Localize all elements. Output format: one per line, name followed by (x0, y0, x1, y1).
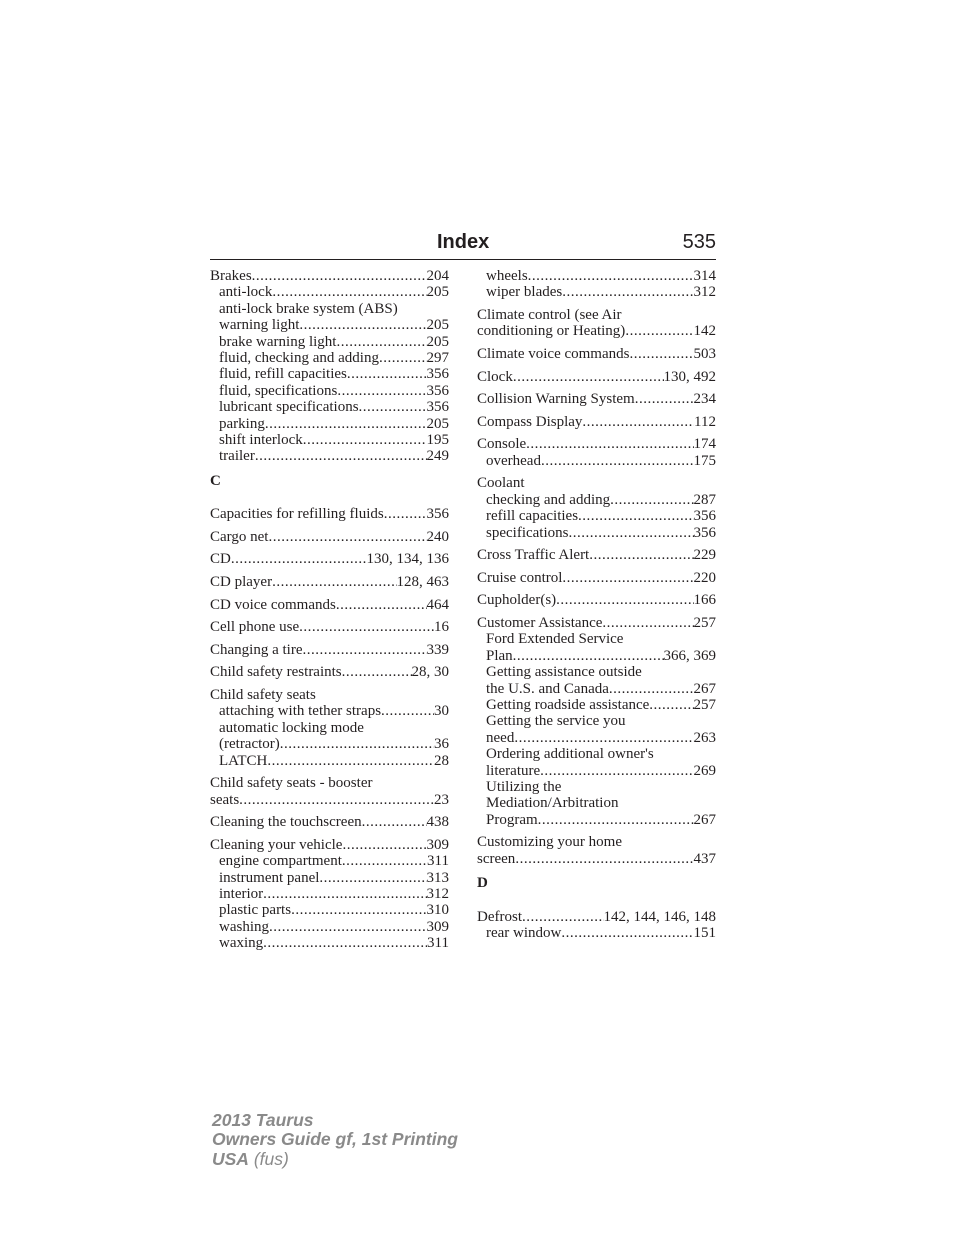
index-subentry-line (210, 448, 449, 464)
entry-page-ref: 356 (693, 508, 716, 525)
entry-term: overhead (486, 452, 541, 469)
entry-term: seats (210, 791, 240, 808)
entry-term: brake warning light (219, 333, 337, 350)
index-subentry-line (477, 453, 716, 469)
entry-page-ref: 240 (426, 528, 449, 545)
entry-term: Getting assistance outside (486, 664, 642, 681)
entry-page-ref: 356 (426, 366, 449, 383)
entry-page-ref: 464 (426, 596, 449, 613)
dot-leader (635, 391, 694, 407)
dot-leader (522, 909, 604, 925)
dot-leader (562, 570, 693, 586)
dot-leader (528, 268, 694, 284)
index-subentry-line (210, 284, 449, 300)
footer-region (212, 1150, 458, 1169)
index-subentry-line (210, 383, 449, 399)
dot-leader (291, 902, 426, 918)
index-entry-line (477, 547, 716, 563)
footer-region-main: USA (212, 1148, 249, 1169)
entry-page-ref: 269 (693, 762, 716, 779)
index-entry (477, 547, 716, 563)
entry-page-ref: 287 (693, 491, 716, 508)
entry-page-ref: 503 (693, 346, 716, 362)
index-entry-line (477, 369, 716, 385)
index-entry-line (477, 570, 716, 586)
dot-leader (342, 853, 427, 869)
entry-page-ref: 151 (693, 925, 716, 942)
index-entry-line (210, 268, 449, 284)
index-subentry-line (210, 366, 449, 382)
entry-page-ref: 297 (426, 350, 449, 367)
index-entry-line (210, 814, 449, 830)
entry-term: specifications (486, 524, 569, 541)
entry-term: attaching with tether straps (219, 703, 382, 720)
index-subentry-line (210, 853, 449, 869)
dot-leader (342, 837, 426, 853)
entry-term: Cross Traffic Alert (477, 547, 590, 564)
dot-leader (336, 597, 427, 613)
index-entry (210, 268, 449, 465)
dot-leader (263, 935, 427, 951)
index-subentry-line (210, 736, 449, 752)
dot-leader (272, 284, 426, 300)
dot-leader (379, 350, 427, 366)
index-entry (210, 619, 449, 635)
entry-term: CD player (210, 574, 273, 591)
entry-term: Cupholder(s) (477, 592, 557, 609)
entry-page-ref: 356 (426, 506, 449, 523)
index-entry-line (477, 475, 716, 491)
entry-term: need (486, 729, 515, 746)
index-entry (477, 346, 716, 362)
index-entry (477, 615, 716, 828)
index-subentry-line (477, 925, 716, 941)
index-entry (210, 664, 449, 680)
entry-term: Child safety seats - booster (210, 775, 373, 792)
index-subentry-line (210, 350, 449, 366)
dot-leader (269, 919, 427, 935)
dot-leader (381, 703, 434, 719)
entry-term: fluid, specifications (219, 382, 338, 399)
entry-term: automatic locking mode (219, 719, 364, 736)
entry-term: fluid, refill capacities (219, 366, 347, 383)
entry-term: Plan (486, 647, 513, 664)
entry-term: Capacities for refilling fluids (210, 506, 384, 523)
entry-term: warning light (219, 317, 300, 334)
entry-page-ref: 267 (693, 680, 716, 697)
entry-page-ref: 314 (693, 268, 716, 284)
entry-page-ref: 312 (426, 886, 449, 903)
entry-term: LATCH (219, 752, 268, 769)
dot-leader (336, 334, 426, 350)
index-subentry-line (477, 779, 716, 795)
index-column-left (210, 268, 449, 958)
dot-leader (540, 763, 693, 779)
index-subentry-line (477, 284, 716, 300)
entry-page-ref: 175 (693, 452, 716, 469)
index-entry (210, 642, 449, 658)
entry-term: Ford Extended Service (486, 631, 624, 648)
index-entry-line (210, 619, 449, 635)
index-entry (210, 775, 449, 808)
dot-leader (384, 506, 427, 522)
index-subentry-line (477, 812, 716, 828)
index-entry-line (477, 909, 716, 925)
index-entry (477, 307, 716, 340)
dot-leader (231, 551, 367, 567)
entry-page-ref: 366, 369 (663, 647, 716, 664)
index-subentry-line (210, 432, 449, 448)
index-entry (210, 551, 449, 567)
index-entry-line (210, 597, 449, 613)
index-subentry-line (210, 753, 449, 769)
dot-leader (299, 619, 434, 635)
dot-leader (342, 664, 412, 680)
entry-term: Changing a tire (210, 641, 303, 658)
index-entry (477, 436, 716, 469)
index-entry (210, 574, 449, 590)
entry-term: Customizing your home (477, 834, 622, 851)
entry-term: Getting the service you (486, 713, 626, 730)
dot-leader (272, 574, 396, 590)
index-entry (210, 837, 449, 952)
entry-page-ref: 263 (693, 729, 716, 746)
entry-page-ref: 312 (693, 284, 716, 301)
index-subentry-line (477, 697, 716, 713)
entry-term: Cell phone use (210, 619, 300, 636)
entry-page-ref: 166 (693, 592, 716, 609)
entry-term: Compass Display (477, 413, 583, 430)
dot-leader (359, 399, 427, 415)
dot-leader (267, 753, 434, 769)
entry-term: rear window (486, 925, 562, 942)
entry-term: interior (219, 886, 264, 903)
index-subentry-line (210, 919, 449, 935)
index-entry-line (210, 837, 449, 853)
index-subentry-line (477, 713, 716, 729)
entry-term: Climate voice commands (477, 346, 630, 362)
dot-leader (514, 730, 693, 746)
entry-term: plastic parts (219, 902, 292, 919)
entry-page-ref: 310 (426, 902, 449, 919)
index-subentry-line (210, 870, 449, 886)
entry-term: Program (486, 811, 538, 828)
dot-leader (513, 369, 664, 385)
dot-leader (299, 317, 426, 333)
entry-term: Cleaning the touchscreen (210, 814, 362, 831)
entry-page-ref: 313 (426, 869, 449, 886)
dot-leader (255, 448, 427, 464)
dot-leader (302, 642, 426, 658)
index-entry (477, 475, 716, 541)
index-entry (210, 814, 449, 830)
entry-term: (retractor) (219, 736, 280, 753)
dot-leader (265, 416, 427, 432)
entry-term: Clock (477, 368, 513, 385)
entry-page-ref: 356 (693, 524, 716, 541)
dot-leader (280, 736, 434, 752)
entry-page-ref: 30 (434, 703, 449, 720)
entry-term: CD voice commands (210, 596, 336, 613)
entry-page-ref: 128, 463 (396, 574, 449, 591)
entry-term: Customer Assistance (477, 614, 603, 631)
index-entry (477, 414, 716, 430)
entry-term: Ordering additional owner's (486, 746, 654, 763)
entry-page-ref: 142, 144, 146, 148 (603, 908, 716, 925)
index-entry-line (477, 307, 716, 323)
entry-term: lubricant specifications (219, 399, 359, 416)
index-entry (477, 268, 716, 301)
entry-page-ref: 205 (426, 415, 449, 432)
dot-leader (347, 366, 427, 382)
entry-term: trailer (219, 448, 255, 465)
entry-term: Mediation/Arbitration (486, 795, 619, 812)
entry-page-ref: 16 (434, 619, 449, 636)
index-subentry-line (477, 763, 716, 779)
index-entry-line (477, 615, 716, 631)
dot-leader (629, 346, 693, 362)
entry-term: engine compartment (219, 853, 342, 870)
entry-term: instrument panel (219, 869, 320, 886)
index-entry-line (477, 851, 716, 867)
entry-page-ref: 130, 492 (663, 368, 716, 385)
index-subentry-line (477, 730, 716, 746)
entry-term: Child safety seats (210, 687, 316, 704)
index-subentry-line (477, 648, 716, 664)
dot-leader (602, 615, 693, 631)
index-entry-line (210, 642, 449, 658)
index-entry-line (477, 323, 716, 339)
entry-term: conditioning or Heating) (477, 323, 626, 340)
entry-page-ref: 257 (693, 697, 716, 713)
index-subentry-line (477, 795, 716, 811)
index-entry (210, 597, 449, 613)
dot-leader (513, 648, 664, 664)
entry-page-ref: 267 (693, 811, 716, 828)
dot-leader (319, 870, 426, 886)
index-entry-line (477, 414, 716, 430)
index-entry-line (210, 792, 449, 808)
entry-term: fluid, checking and adding (219, 350, 379, 367)
index-entry (477, 592, 716, 608)
index-entry-line (210, 551, 449, 567)
index-subentry-line (210, 334, 449, 350)
entry-term: checking and adding (486, 491, 611, 508)
entry-page-ref: 311 (427, 853, 449, 870)
index-entry (210, 506, 449, 522)
footer-guide: Owners Guide gf, 1st Printing (212, 1129, 458, 1150)
index-entry-line (210, 687, 449, 703)
entry-term: Utilizing the (486, 779, 562, 796)
entry-page-ref: 205 (426, 284, 449, 301)
entry-term: waxing (219, 935, 264, 952)
dot-leader (568, 525, 693, 541)
entry-page-ref: 142 (693, 323, 716, 340)
entry-term: Climate control (see Air (477, 307, 622, 323)
entry-page-ref: 205 (426, 317, 449, 334)
index-entry-line (210, 664, 449, 680)
entry-page-ref: 174 (693, 436, 716, 453)
index-subentry-line (210, 399, 449, 415)
index-subentry-line (477, 525, 716, 541)
index-entry-line (477, 391, 716, 407)
page-header (210, 230, 716, 260)
dot-leader (526, 436, 693, 452)
entry-page-ref: 309 (426, 836, 449, 853)
entry-page-ref: 339 (426, 641, 449, 658)
entry-page-ref: 356 (426, 382, 449, 399)
entry-term: Coolant (477, 475, 525, 492)
index-subentry-line (210, 416, 449, 432)
entry-page-ref: 257 (693, 614, 716, 631)
entry-term: literature (486, 762, 541, 779)
entry-page-ref: 112 (694, 413, 716, 430)
dot-leader (582, 414, 694, 430)
dot-leader (268, 529, 426, 545)
entry-term: parking (219, 415, 265, 432)
entry-term: anti-lock (219, 284, 273, 301)
dot-leader (562, 284, 693, 300)
index-entry-line (210, 506, 449, 522)
entry-page-ref: 130, 134, 136 (366, 551, 449, 568)
entry-term: the U.S. and Canada (486, 680, 609, 697)
entry-page-ref: 311 (427, 935, 449, 952)
index-entry (210, 687, 449, 769)
entry-term: Cargo net (210, 528, 269, 545)
dot-leader (561, 925, 693, 941)
entry-page-ref: 437 (693, 850, 716, 867)
dot-leader (609, 681, 694, 697)
index-entry-line (477, 436, 716, 452)
index-subentry-line (210, 301, 449, 317)
index-subentry-line (477, 681, 716, 697)
footer-model: 2013 Taurus (212, 1110, 314, 1130)
dot-leader (303, 432, 427, 448)
dot-leader (239, 792, 434, 808)
dot-leader (625, 323, 693, 339)
page-number: 535 (682, 231, 716, 253)
index-subentry-line (477, 746, 716, 762)
entry-page-ref: 438 (426, 814, 449, 831)
entry-page-ref: 309 (426, 918, 449, 935)
entry-page-ref: 195 (426, 432, 449, 449)
dot-leader (556, 592, 693, 608)
entry-term: wheels (486, 268, 528, 284)
index-entry-line (210, 574, 449, 590)
index-subentry-line (210, 935, 449, 951)
entry-term: Cleaning your vehicle (210, 836, 343, 853)
dot-leader (541, 453, 694, 469)
index-subentry-line (210, 902, 449, 918)
page-title: Index (437, 231, 490, 253)
index-subentry-line (210, 720, 449, 736)
entry-term: Defrost (477, 908, 522, 925)
index-subentry-line (477, 268, 716, 284)
dot-leader (578, 508, 693, 524)
entry-page-ref: 28 (434, 752, 449, 769)
entry-page-ref: 23 (434, 791, 449, 808)
entry-term: shift interlock (219, 432, 303, 449)
index-entry (210, 529, 449, 545)
index-entry (477, 369, 716, 385)
entry-term: Brakes (210, 268, 252, 284)
entry-term: Cruise control (477, 569, 563, 586)
index-subentry-line (477, 664, 716, 680)
index-entry-line (477, 346, 716, 362)
dot-leader (252, 268, 427, 284)
dot-leader (362, 814, 427, 830)
index-entry (477, 909, 716, 942)
entry-page-ref: 220 (693, 569, 716, 586)
index-letter-heading: C (210, 472, 221, 489)
entry-term: washing (219, 918, 269, 935)
index-subentry-line (210, 886, 449, 902)
entry-term: wiper blades (486, 284, 563, 301)
entry-page-ref: 234 (693, 391, 716, 408)
entry-term: Child safety restraints (210, 664, 342, 681)
index-subentry-line (210, 703, 449, 719)
index-entry-line (210, 529, 449, 545)
entry-page-ref: 356 (426, 399, 449, 416)
entry-term: screen (477, 850, 516, 867)
entry-page-ref: 28, 30 (411, 664, 449, 681)
index-entry-line (477, 592, 716, 608)
entry-page-ref: 205 (426, 333, 449, 350)
index-entry-line (477, 834, 716, 850)
entry-term: CD (210, 551, 231, 568)
entry-term: Console (477, 436, 527, 453)
dot-leader (610, 492, 693, 508)
dot-leader (515, 851, 693, 867)
index-subentry-line (477, 631, 716, 647)
dot-leader (337, 383, 426, 399)
index-subentry-line (210, 317, 449, 333)
entry-term: Collision Warning System (477, 391, 635, 408)
entry-page-ref: 229 (693, 547, 716, 564)
index-entry (477, 570, 716, 586)
entry-page-ref: 204 (426, 268, 449, 284)
dot-leader (538, 812, 694, 828)
entry-page-ref: 36 (434, 736, 449, 753)
index-subentry-line (477, 492, 716, 508)
index-column-right (477, 268, 716, 948)
index-entry (477, 834, 716, 867)
dot-leader (649, 697, 693, 713)
index-entry (477, 391, 716, 407)
entry-term: refill capacities (486, 508, 579, 525)
footer-region-code: (fus) (248, 1148, 289, 1169)
dot-leader (589, 547, 693, 563)
entry-page-ref: 249 (426, 448, 449, 465)
index-entry-line (210, 775, 449, 791)
dot-leader (263, 886, 426, 902)
entry-term: anti-lock brake system (ABS) (219, 300, 398, 317)
page-footer (212, 1111, 458, 1169)
index-letter-heading: D (477, 875, 488, 892)
index-subentry-line (477, 508, 716, 524)
entry-term: Getting roadside assistance (486, 697, 650, 713)
